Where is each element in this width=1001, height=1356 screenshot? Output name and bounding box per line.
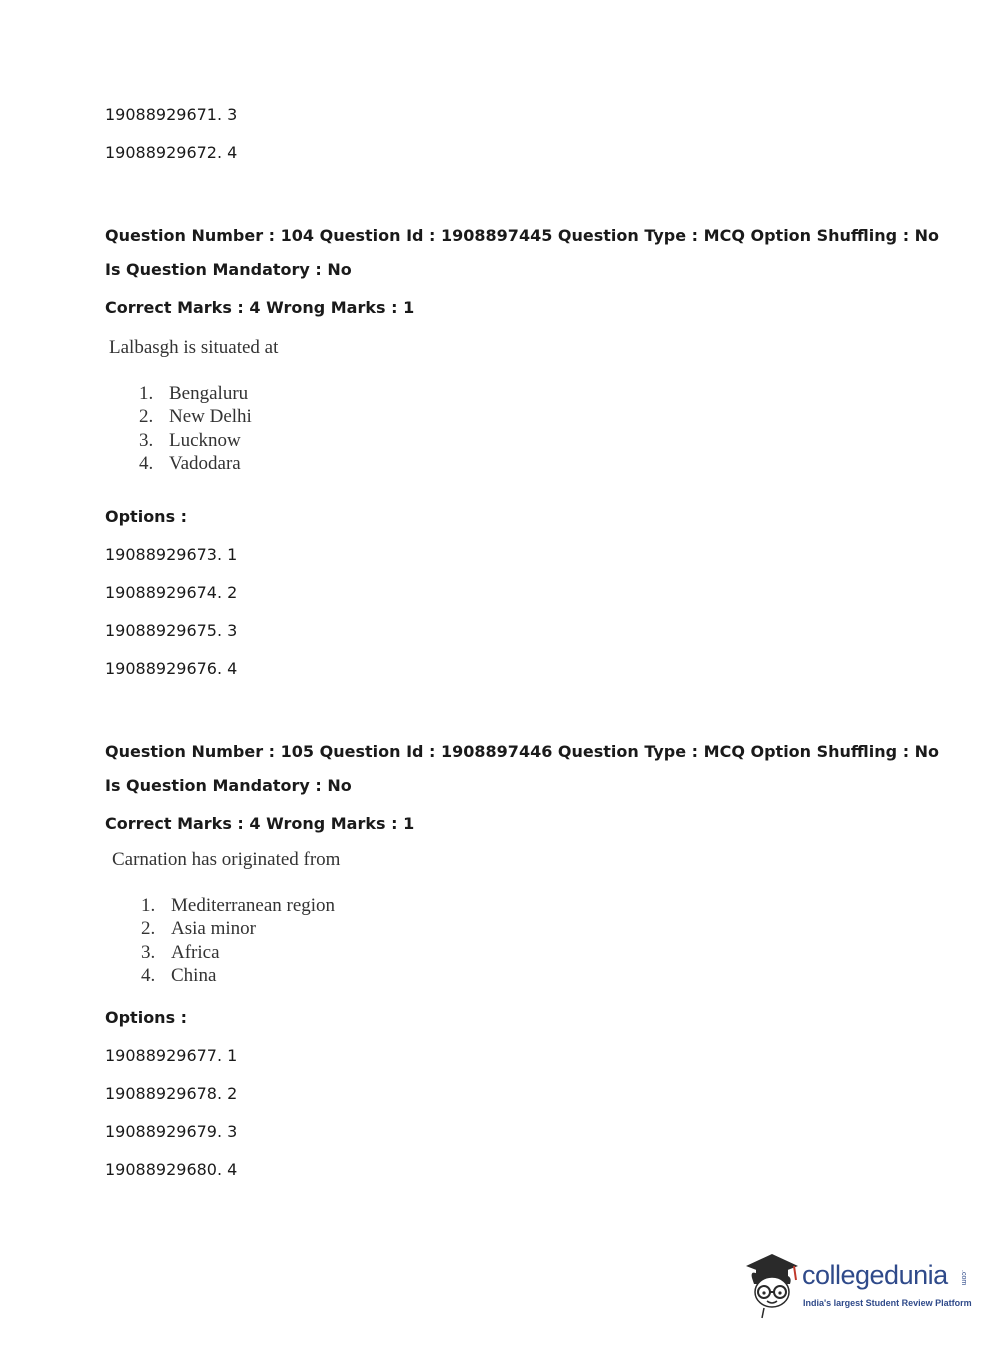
question-104-header: Question Number : 104 Question Id : 1908897445 Question Type : MCQ Option Shuffling : No (105, 226, 940, 245)
question-104-choices (139, 382, 252, 475)
question-105-header: Question Number : 105 Question Id : 1908897446 Question Type : MCQ Option Shuffling : No (105, 742, 940, 761)
option-line: 19088929674. 2 (105, 583, 238, 602)
choice-item: 3. Lucknow (139, 429, 241, 451)
question-105-options-label: Options : (105, 1008, 188, 1027)
option-line: 19088929676. 4 (105, 659, 238, 678)
choice-item: 3. Africa (141, 941, 220, 963)
choice-item: 4. China (141, 964, 217, 986)
option-line: 19088929678. 2 (105, 1084, 238, 1103)
question-104-text: Lalbasgh is situated at (109, 337, 279, 358)
option-line: 19088929671. 3 (105, 105, 238, 124)
question-105-marks: Correct Marks : 4 Wrong Marks : 1 (105, 814, 415, 833)
choice-item: 1. Bengaluru (139, 383, 249, 404)
question-104-options-label: Options : (105, 507, 188, 526)
logo-wordmark: collegedunia (802, 1260, 948, 1290)
choice-item: 2. New Delhi (139, 406, 252, 428)
option-line: 19088929673. 1 (105, 545, 238, 564)
logo-suffix: .com (960, 1270, 967, 1286)
question-105-text: Carnation has originated from (112, 849, 341, 870)
choice-item: 4. Vadodara (139, 452, 241, 474)
logo-tagline: India's largest Student Review Platform (803, 1298, 972, 1308)
option-line: 19088929675. 3 (105, 621, 238, 640)
question-105-choices (141, 894, 335, 987)
question-105-mandatory: Is Question Mandatory : No (105, 776, 352, 795)
option-line: 19088929679. 3 (105, 1122, 238, 1141)
question-104-marks: Correct Marks : 4 Wrong Marks : 1 (105, 298, 415, 317)
option-line: 19088929677. 1 (105, 1046, 238, 1065)
question-104-mandatory: Is Question Mandatory : No (105, 260, 352, 279)
choice-item: 1. Mediterranean region (141, 895, 336, 916)
mascot-icon (742, 1248, 802, 1320)
option-line: 19088929680. 4 (105, 1160, 238, 1179)
choice-item: 2. Asia minor (141, 918, 256, 940)
collegedunia-logo (742, 1248, 972, 1320)
option-line: 19088929672. 4 (105, 143, 238, 162)
